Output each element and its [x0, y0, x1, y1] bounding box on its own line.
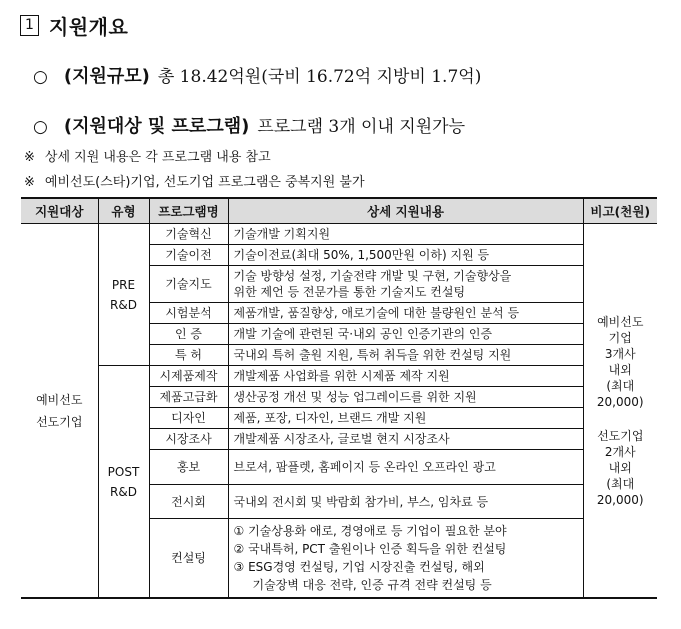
program-detail: 국내외 전시회 및 박람회 참가비, 부스, 임차료 등 — [228, 485, 583, 519]
program-name: 시장조사 — [149, 429, 228, 450]
program-name: 시제품제작 — [149, 366, 228, 387]
remark-line: 3개사 — [604, 346, 636, 361]
header-detail: 상세 지원내용 — [228, 198, 583, 224]
program-detail: 제품, 포장, 디자인, 브랜드 개발 지원 — [228, 408, 583, 429]
header-type: 유형 — [98, 198, 149, 224]
remark-cell — [583, 224, 657, 599]
circle-bullet-icon: ○ — [33, 67, 48, 87]
circle-bullet-icon: ○ — [33, 117, 48, 137]
program-detail: 기술개발 기획지원 — [228, 224, 583, 245]
header-program: 프로그램명 — [149, 198, 228, 224]
reference-mark-icon: ※ — [24, 150, 35, 165]
program-detail: 개발 기술에 관련된 국·내외 공인 인증기관의 인증 — [228, 324, 583, 345]
program-detail: 국내외 특허 출원 지원, 특허 취득을 위한 컨설팅 지원 — [228, 345, 583, 366]
remark-line: 내외 — [608, 460, 632, 475]
program-name: 기술지도 — [149, 266, 228, 303]
program-name: 제품고급화 — [149, 387, 228, 408]
bullet-heading: (지원대상 및 프로그램) — [63, 116, 250, 137]
note-text: 상세 지원 내용은 각 프로그램 내용 참고 — [44, 150, 271, 165]
type-pre-rd-cell — [98, 224, 149, 366]
type-line: R&D — [110, 484, 137, 499]
table-row — [21, 366, 657, 387]
program-detail — [228, 519, 583, 599]
remark-line: 기업 — [608, 330, 632, 345]
program-detail: 개발제품 시장조사, 글로벌 현지 시장조사 — [228, 429, 583, 450]
consulting-item: ② 국내특허, PCT 출원이나 인증 획득을 위한 컨설팅 — [233, 542, 507, 556]
type-line: R&D — [110, 297, 137, 312]
table-header-row — [21, 198, 657, 224]
section-number-box: 1 — [20, 15, 39, 36]
remark-line: (최대 — [606, 378, 635, 393]
remark-line: 내외 — [608, 362, 632, 377]
type-post-rd-cell — [98, 366, 149, 599]
support-program-table — [21, 197, 657, 599]
remark-line: 20,000) — [596, 394, 644, 409]
program-detail: 제품개발, 품질향상, 애로기술에 대한 불량원인 분석 등 — [228, 303, 583, 324]
consulting-item: ① 기술상용화 애로, 경영애로 등 기업이 필요한 분야 — [233, 524, 507, 538]
bullet-text: 총 18.42억원(국비 16.72억 지방비 1.7억) — [157, 67, 482, 87]
remark-line: 예비선도 — [597, 314, 644, 329]
program-name: 시험분석 — [149, 303, 228, 324]
program-detail: 기술이전료(최대 50%, 1,500만원 이하) 지원 등 — [228, 245, 583, 266]
header-remark: 비고(천원) — [583, 198, 657, 224]
target-line: 선도기업 — [36, 414, 83, 429]
header-target: 지원대상 — [21, 198, 98, 224]
program-detail: 개발제품 사업화를 위한 시제품 제작 지원 — [228, 366, 583, 387]
consulting-item: ③ ESG경영 컨설팅, 기업 시장진출 컨설팅, 해외 — [233, 560, 485, 574]
section-heading — [20, 12, 128, 38]
bullet-support-target — [33, 112, 465, 138]
program-name: 인 증 — [149, 324, 228, 345]
target-cell — [21, 224, 98, 599]
reference-mark-icon: ※ — [24, 175, 35, 190]
program-name: 특 허 — [149, 345, 228, 366]
remark-line: 20,000) — [596, 492, 644, 507]
detail-line: 위한 제언 등 전문가를 통한 기술지도 컨설팅 — [233, 285, 466, 299]
program-name: 전시회 — [149, 485, 228, 519]
program-detail: 브로셔, 팜플렛, 홈페이지 등 온라인 오프라인 광고 — [228, 450, 583, 485]
remark-spacer — [588, 410, 654, 428]
program-detail: 생산공정 개선 및 성능 업그레이드를 위한 지원 — [228, 387, 583, 408]
type-line: PRE — [111, 277, 136, 292]
program-name: 컨설팅 — [149, 519, 228, 599]
table-row — [21, 224, 657, 245]
type-line: POST — [107, 464, 140, 479]
remark-line: 선도기업 — [597, 428, 644, 443]
target-line: 예비선도 — [36, 392, 83, 407]
note-1 — [24, 146, 271, 165]
program-name: 홍보 — [149, 450, 228, 485]
remark-line: 2개사 — [604, 444, 636, 459]
note-text: 예비선도(스타)기업, 선도기업 프로그램은 중복지원 불가 — [44, 175, 365, 190]
section-title: 지원개요 — [49, 14, 129, 39]
program-detail — [228, 266, 583, 303]
bullet-support-scale — [33, 62, 481, 88]
remark-line: (최대 — [606, 476, 635, 491]
consulting-item-continuation: 기술장벽 대응 전략, 인증 규격 전략 컨설팅 등 — [252, 578, 492, 592]
bullet-heading: (지원규모) — [63, 66, 150, 87]
detail-line: 기술 방향성 설정, 기술전략 개발 및 구현, 기술향상을 — [233, 269, 512, 283]
program-name: 기술이전 — [149, 245, 228, 266]
program-name: 디자인 — [149, 408, 228, 429]
note-2 — [24, 171, 365, 190]
bullet-text: 프로그램 3개 이내 지원가능 — [257, 117, 465, 137]
program-name: 기술혁신 — [149, 224, 228, 245]
